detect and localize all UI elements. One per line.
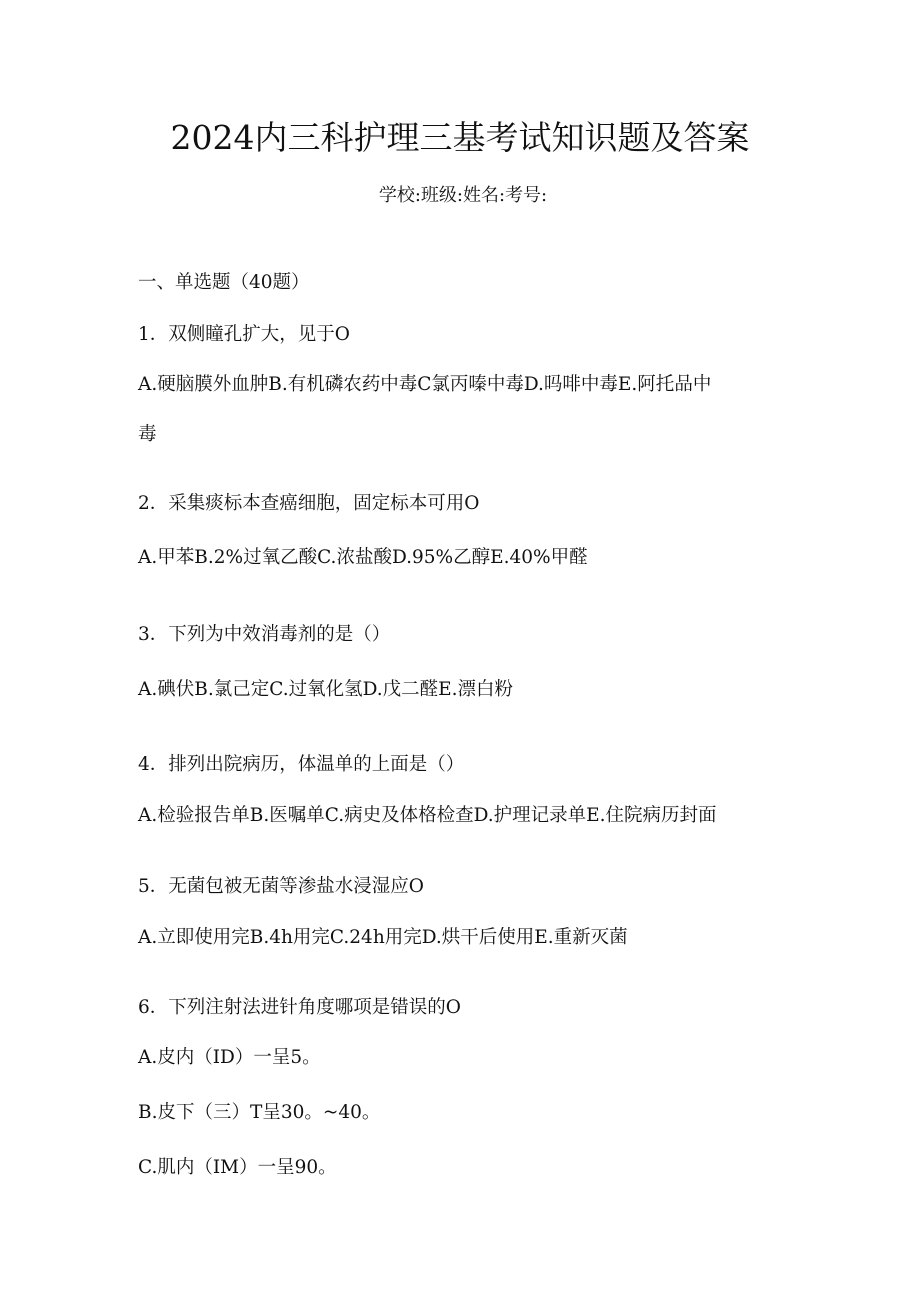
question-stem: 3．下列为中效消毒剂的是（） — [138, 624, 391, 645]
question-stem: 4．排列出院病历，体温单的上面是（） — [138, 754, 465, 775]
question-options: A.碘伏B.氯己定C.过氧化氢D.戊二醛E.漂白粉 — [138, 679, 514, 700]
question-stem: 2．采集痰标本查癌细胞，固定标本可用O — [138, 493, 480, 514]
question-options: A.立即使用完B.4h用完C.24h用完D.烘干后使用E.重新灭菌 — [138, 927, 628, 948]
question-options: A.检验报告单B.医嘱单C.病史及体格检查D.护理记录单E.住院病历封面 — [138, 805, 717, 826]
document-title: 2024内三科护理三基考试知识题及答案 — [170, 118, 750, 157]
question-stem: 6．下列注射法进针角度哪项是错误的O — [138, 997, 461, 1018]
question-options: A.皮内（ID）一呈5。 — [138, 1047, 321, 1068]
question-options: 毒 — [138, 424, 157, 445]
question-options: A.甲苯B.2%过氧乙酸C.浓盐酸D.95%乙醇E.40%甲醛 — [138, 547, 588, 568]
question-options: A.硬脑膜外血肿B.有机磷农药中毒C氯丙嗪中毒D.吗啡中毒E.阿托品中 — [138, 374, 712, 395]
section-heading: 一、单选题（40题） — [138, 272, 310, 293]
question-stem: 5．无菌包被无菌等渗盐水浸湿应O — [138, 876, 424, 897]
question-options: B.皮下（三）T呈30。~40。 — [138, 1102, 381, 1123]
question-options: C.肌内（IM）一呈90。 — [138, 1157, 337, 1178]
document-subtitle: 学校:班级:姓名:考号: — [378, 185, 548, 206]
question-stem: 1．双侧瞳孔扩大，见于O — [138, 324, 350, 345]
